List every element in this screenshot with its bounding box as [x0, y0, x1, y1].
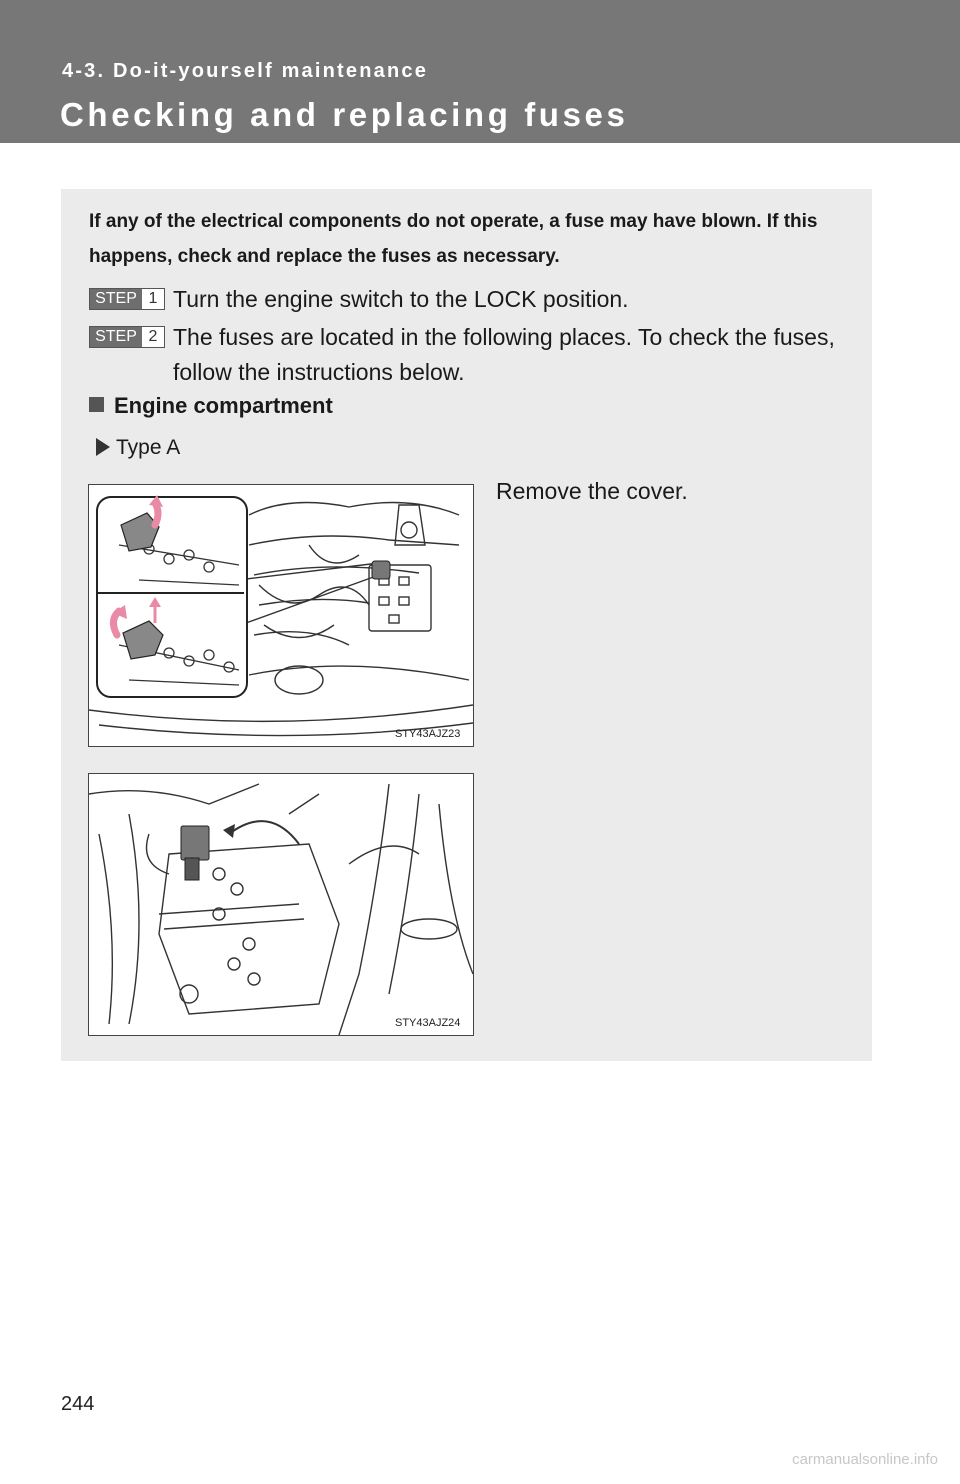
step-2-text: The fuses are located in the following places. To check the fuses, follow the instructions below. [173, 324, 835, 385]
step-1-badge [89, 288, 165, 310]
page-title: Checking and replacing fuses [60, 96, 629, 133]
engine-illustration-1 [89, 485, 473, 746]
type-label [96, 436, 180, 460]
subheading-engine-compartment [89, 393, 333, 419]
header-bar [0, 0, 960, 143]
intro-text: If any of the electrical components do not operate, a fuse may have blown. If this happens, check and replace the fuses as necessary. [89, 211, 818, 267]
step-2-badge-number: 2 [148, 328, 158, 345]
instruction-text: Remove the cover. [496, 478, 688, 504]
step-2 [89, 320, 869, 394]
step-2-badge [89, 326, 165, 348]
step-1-badge-number: 1 [148, 290, 158, 307]
figure-2-code: STY43AJZ24 [395, 1017, 461, 1029]
step-2-badge-word: STEP [90, 327, 142, 347]
engine-illustration-2 [89, 774, 473, 1035]
step-1 [89, 282, 869, 322]
step-1-text: Turn the engine switch to the LOCK position. [173, 286, 629, 312]
page-number: 244 [61, 1393, 95, 1415]
type-label-text: Type A [116, 436, 181, 459]
triangle-pointer-icon [96, 438, 110, 456]
square-bullet-icon [89, 397, 104, 412]
watermark-text: carmanualsonline.info [792, 1451, 938, 1468]
section-label: 4-3. Do-it-yourself maintenance [62, 60, 429, 82]
figure-1-code: STY43AJZ23 [395, 728, 461, 740]
subheading-text: Engine compartment [114, 393, 333, 418]
step-1-badge-word: STEP [90, 289, 142, 309]
figure-type-a [88, 484, 474, 747]
figure-type-a-detail [88, 773, 474, 1036]
